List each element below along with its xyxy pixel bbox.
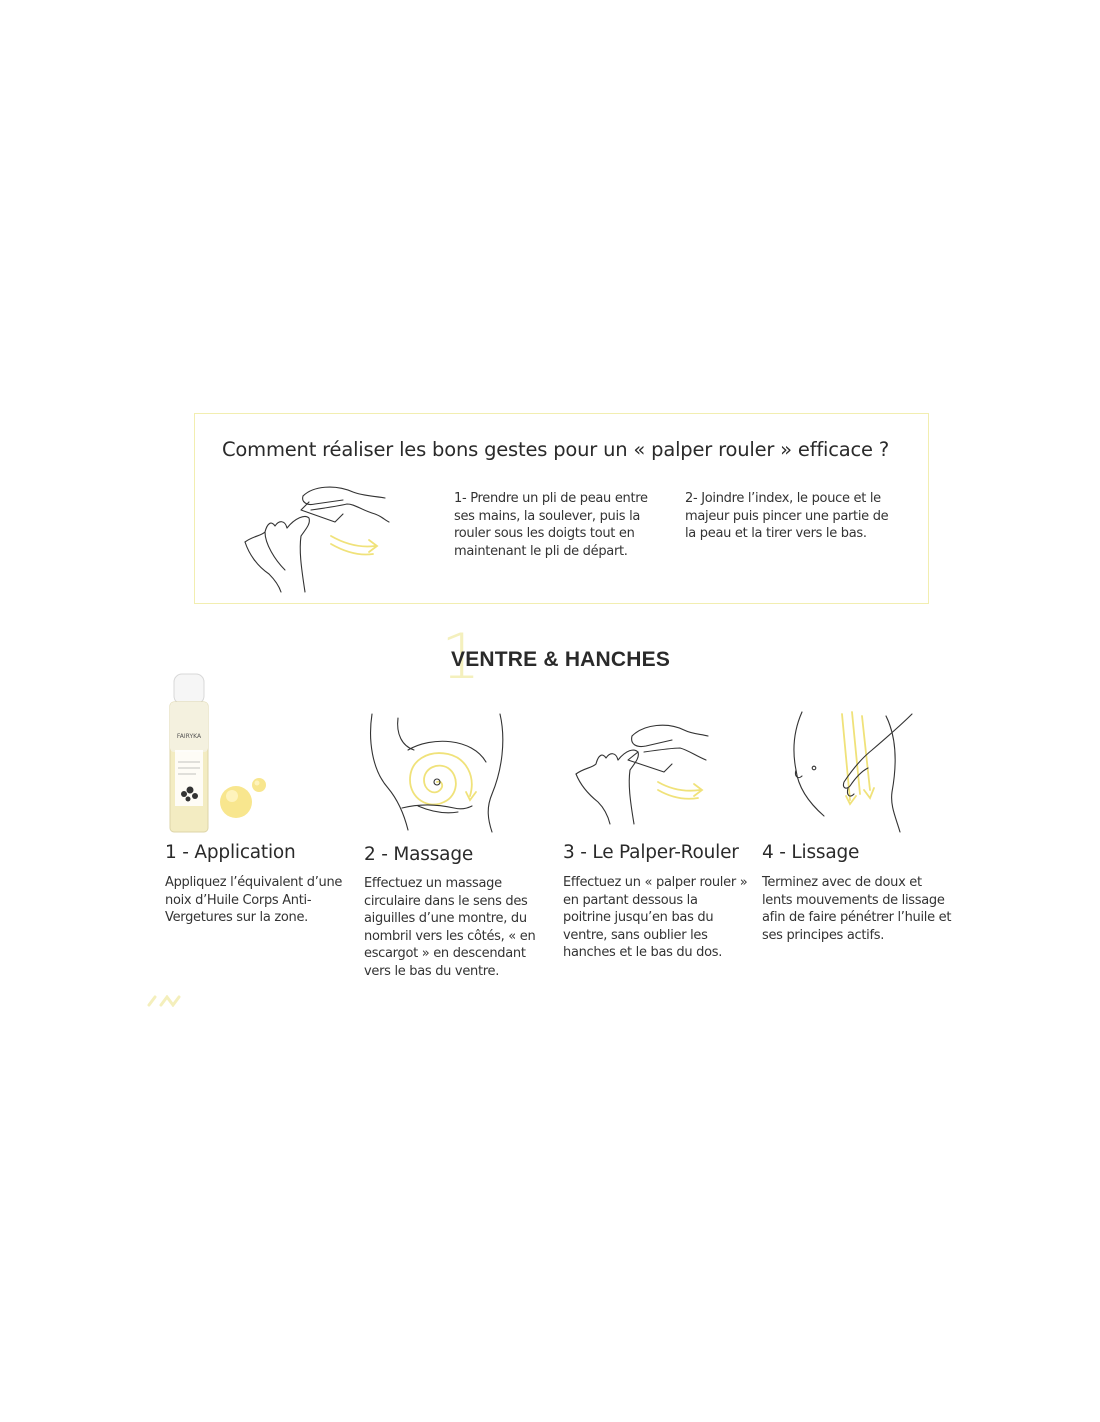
step-1-body: Appliquez l’équivalent d’une noix d’Huile Corps Anti-Vergetures sur la zone. — [165, 875, 343, 926]
info-box-title: Comment réaliser les bons gestes pour un « palper rouler » efficace ? — [222, 438, 889, 461]
step-2-heading: 2 - Massage — [364, 844, 474, 865]
palper-rouler-hands-illustration — [572, 718, 712, 828]
step-1-heading: 1 - Application — [165, 842, 296, 863]
section-title: VENTRE & HANCHES — [451, 648, 671, 671]
belly-smoothing-illustration — [788, 710, 918, 835]
hands-pinching-skin-illustration — [235, 474, 395, 594]
oil-bottle-illustration — [160, 672, 270, 837]
tip-1-text: 1- Prendre un pli de peau entre ses mains, la soulever, puis la rouler sous les doigts tout en maintenant le pli de départ. — [454, 491, 648, 559]
step-2-body: Effectuez un massage circulaire dans le sens des aiguilles d’une montre, du nombril vers les côtés, « en escargot » en descendant vers le bas du ventre. — [364, 876, 536, 979]
section-number: 1 — [441, 620, 481, 693]
step-3-heading: 3 - Le Palper-Rouler — [563, 842, 739, 863]
step-4-body: Terminez avec de doux et lents mouvements de lissage afin de faire pénétrer l’huile et ses principes actifs. — [762, 875, 952, 943]
palper-rouler-info-box — [194, 413, 929, 604]
step-4-heading: 4 - Lissage — [762, 842, 860, 863]
decorative-yellow-mark — [147, 995, 183, 1007]
belly-circular-massage-illustration — [362, 710, 512, 835]
bottle-brand-label: FAIRYKA — [176, 733, 202, 740]
tip-2-text: 2- Joindre l’index, le pouce et le majeur puis pincer une partie de la peau et la tirer vers le bas. — [685, 491, 889, 541]
step-3-body: Effectuez un « palper rouler » en partant dessous la poitrine jusqu’en bas du ventre, sans oublier les hanches et le bas du dos. — [563, 875, 748, 961]
